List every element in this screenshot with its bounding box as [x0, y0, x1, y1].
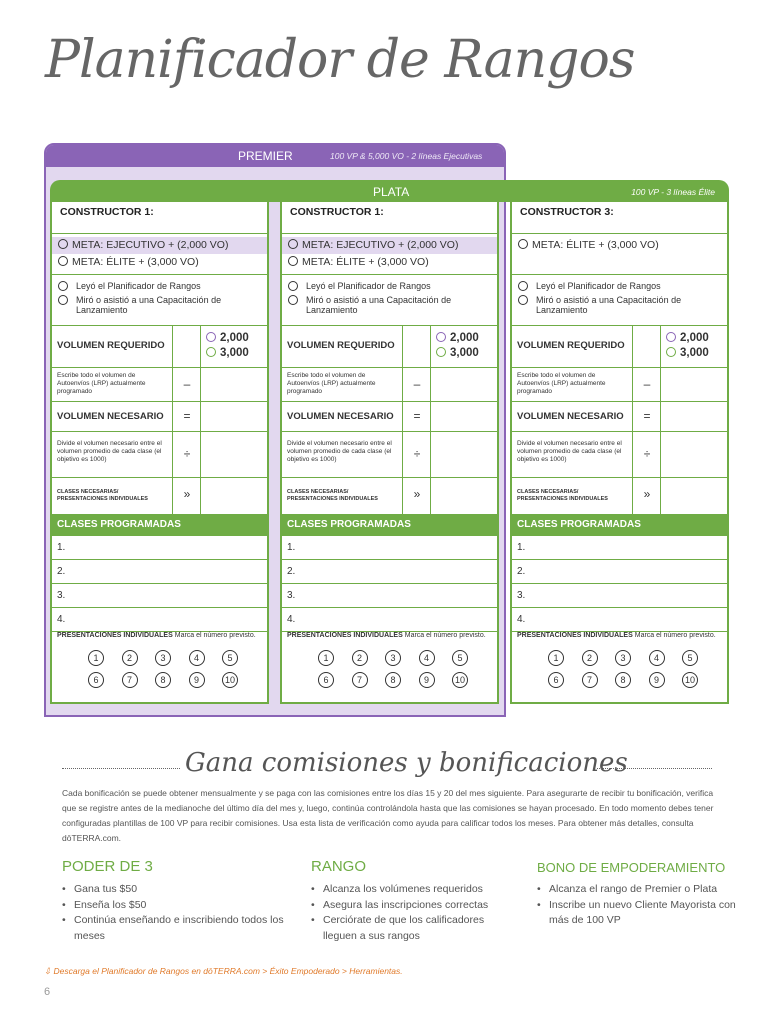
row-label: Escribe todo el volumen de Autoenvíos (LRP) actualmente programado	[517, 372, 606, 395]
autoenvios-row	[52, 368, 267, 402]
divide-row	[282, 432, 497, 478]
number-circle[interactable]: 4	[649, 650, 665, 666]
check-label: Leyó el Planificador de Rangos	[536, 281, 661, 291]
number-circle[interactable]: 2	[582, 650, 598, 666]
line-number: 3.	[517, 590, 526, 601]
number-circle[interactable]: 6	[88, 672, 104, 688]
number-circle[interactable]: 7	[122, 672, 138, 688]
radio-circle-icon	[666, 332, 676, 342]
radio-circle-icon	[58, 281, 68, 291]
radio-circle-icon	[58, 256, 68, 266]
radio-circle-icon	[666, 347, 676, 357]
premier-label: PREMIER	[238, 149, 293, 163]
number-circle[interactable]: 8	[385, 672, 401, 688]
row-label: CLASES NECESARIAS/ PRESENTACIONES INDIVIDUALES	[517, 489, 608, 502]
number-circle[interactable]: 5	[222, 650, 238, 666]
radio-circle-icon	[58, 239, 68, 249]
number-circle[interactable]: 8	[615, 672, 631, 688]
check-item[interactable]	[512, 281, 727, 291]
option-value: 2,000	[450, 332, 479, 344]
row-label: Divide el volumen necesario entre el volumen promedio de cada clase (el objetivo es 1000)	[517, 440, 622, 463]
dotted-rule-left	[62, 768, 180, 769]
number-circle[interactable]: 7	[582, 672, 598, 688]
list-item: • Cerciórate de que los calificadores lleguen a sus rangos	[311, 913, 511, 944]
row-label: VOLUMEN NECESARIO	[287, 411, 394, 422]
meta-option[interactable]	[512, 237, 727, 254]
class-line[interactable]	[282, 560, 497, 584]
line-number: 2.	[517, 566, 526, 577]
radio-circle-icon	[518, 239, 528, 249]
meta-label: META: EJECUTIVO + (2,000 VO)	[72, 239, 229, 251]
divide-sign: ÷	[413, 447, 421, 461]
number-circle[interactable]: 1	[548, 650, 564, 666]
number-circle[interactable]: 2	[122, 650, 138, 666]
rango-list	[311, 882, 511, 944]
section-title-bono: BONO DE EMPODERAMIENTO	[537, 860, 726, 875]
option-value: 3,000	[680, 347, 709, 359]
list-item: • Asegura las inscripciones correctas	[311, 898, 511, 914]
pi-note: Marca el número previsto.	[404, 632, 486, 639]
radio-circle-icon	[436, 332, 446, 342]
list-item: • Alcanza el rango de Premier o Plata	[537, 882, 737, 898]
download-note[interactable]	[44, 966, 403, 977]
number-circle[interactable]: 1	[88, 650, 104, 666]
radio-circle-icon	[58, 295, 68, 305]
number-row	[318, 672, 468, 688]
minus-sign: –	[643, 377, 651, 391]
list-item: • Enseña los $50	[62, 898, 292, 914]
check-label: Leyó el Planificador de Rangos	[306, 281, 431, 291]
line-number: 3.	[57, 590, 66, 601]
constructor-column	[510, 202, 729, 704]
number-circle[interactable]: 9	[649, 672, 665, 688]
constructor-column	[50, 202, 269, 704]
list-item: • Gana tus $50	[62, 882, 292, 898]
line-number: 2.	[287, 566, 296, 577]
number-circle[interactable]: 2	[352, 650, 368, 666]
option-value: 3,000	[220, 347, 249, 359]
radio-circle-icon	[206, 332, 216, 342]
volumen-requerido-row	[282, 326, 497, 368]
meta-option[interactable]	[282, 254, 497, 271]
line-number: 2.	[57, 566, 66, 577]
radio-circle-icon	[288, 256, 298, 266]
line-number: 4.	[287, 614, 296, 625]
volumen-necesario-row	[512, 402, 727, 432]
number-circle[interactable]: 3	[385, 650, 401, 666]
meta-label: META: ÉLITE + (3,000 VO)	[302, 256, 429, 268]
line-number: 1.	[287, 542, 296, 553]
radio-circle-icon	[518, 281, 528, 291]
minus-sign: –	[413, 377, 421, 391]
number-circle[interactable]: 5	[682, 650, 698, 666]
plata-requirements: 100 VP - 3 líneas Élite	[631, 187, 715, 197]
plata-label: PLATA	[373, 185, 410, 199]
download-icon: ⇩	[44, 966, 54, 976]
radio-circle-icon	[436, 347, 446, 357]
clases-necesarias-row	[52, 478, 267, 514]
volumen-requerido-row	[512, 326, 727, 368]
pi-title: PRESENTACIONES INDIVIDUALES	[57, 632, 173, 639]
meta-label: META: ÉLITE + (3,000 VO)	[532, 239, 659, 251]
download-text: Descarga el Planificador de Rangos en dōTERRA.com > Éxito Empoderado > Herramientas.	[53, 966, 403, 976]
class-line[interactable]	[282, 608, 497, 632]
volumen-necesario-row	[52, 402, 267, 432]
row-label: Divide el volumen necesario entre el volumen promedio de cada clase (el objetivo es 1000)	[57, 440, 162, 463]
meta-option[interactable]	[52, 237, 267, 254]
clases-programadas-header: CLASES PROGRAMADAS	[512, 514, 727, 536]
check-item[interactable]	[52, 281, 267, 291]
class-line[interactable]	[52, 608, 267, 632]
check-item[interactable]	[282, 295, 497, 315]
list-item: • Alcanza los volúmenes requeridos	[311, 882, 511, 898]
constructor-column	[280, 202, 499, 704]
list-item: • Inscribe un nuevo Cliente Mayorista con más de 100 VP	[537, 898, 737, 929]
class-line[interactable]	[512, 536, 727, 560]
meta-option[interactable]	[282, 237, 497, 254]
autoenvios-row	[282, 368, 497, 402]
check-label: Miró o asistió a una Capacitación de Lanzamiento	[76, 295, 222, 315]
checklist	[512, 275, 727, 326]
section-heading	[62, 748, 712, 782]
row-label: CLASES NECESARIAS/ PRESENTACIONES INDIVIDUALES	[57, 489, 148, 502]
section-title-poder: PODER DE 3	[62, 858, 153, 875]
meta-option[interactable]	[52, 254, 267, 271]
constructor-title: CONSTRUCTOR 3:	[520, 206, 614, 218]
option-value: 3,000	[450, 347, 479, 359]
equals-sign: =	[413, 409, 421, 423]
check-label: Miró o asistió a una Capacitación de Lanzamiento	[306, 295, 452, 315]
class-line[interactable]	[512, 608, 727, 632]
number-circle[interactable]: 3	[615, 650, 631, 666]
number-circle[interactable]: 10	[452, 672, 468, 688]
equals-sign: =	[183, 409, 191, 423]
row-label: Escribe todo el volumen de Autoenvíos (LRP) actualmente programado	[287, 372, 376, 395]
radio-circle-icon	[518, 295, 528, 305]
line-number: 3.	[287, 590, 296, 601]
class-line[interactable]	[52, 536, 267, 560]
class-line[interactable]	[512, 584, 727, 608]
number-row	[88, 650, 238, 666]
meta-section	[282, 234, 497, 275]
radio-circle-icon	[206, 347, 216, 357]
radio-circle-icon	[288, 239, 298, 249]
divide-row	[512, 432, 727, 478]
row-label: VOLUMEN NECESARIO	[57, 411, 164, 422]
class-line[interactable]	[512, 560, 727, 584]
intro-paragraph: Cada bonificación se puede obtener mensualmente y se paga con las comisiones entre los días 15 y 20 del mes siguiente. Para asegurarte de recibir tu bonificación, verifica que se registre antes de la medianoche del último día del mes y, luego, continúa controlándola hasta que las comisiones se hayan procesado. En todo momento debes tener configuradas plantillas de 100 VP para recibir comisiones. Usa esta lista de verificación como ayuda para calificar todos los meses. Para obtener más detalles, consulta dōTERRA.com.	[62, 788, 714, 843]
presentaciones-label	[287, 632, 486, 639]
divide-sign: ÷	[183, 447, 191, 461]
row-label: CLASES NECESARIAS/ PRESENTACIONES INDIVIDUALES	[287, 489, 378, 502]
line-number: 4.	[517, 614, 526, 625]
divide-row	[52, 432, 267, 478]
number-circle[interactable]: 4	[189, 650, 205, 666]
volumen-requerido-row	[52, 326, 267, 368]
clases-programadas-header: CLASES PROGRAMADAS	[282, 514, 497, 536]
constructor-title: CONSTRUCTOR 1:	[290, 206, 384, 218]
row-label: VOLUMEN REQUERIDO	[517, 340, 625, 351]
meta-label: META: EJECUTIVO + (2,000 VO)	[302, 239, 459, 251]
number-circle[interactable]: 10	[222, 672, 238, 688]
number-circle[interactable]: 7	[352, 672, 368, 688]
number-circle[interactable]: 10	[682, 672, 698, 688]
checklist	[282, 275, 497, 326]
class-line[interactable]	[282, 584, 497, 608]
presentaciones-label	[57, 632, 256, 639]
arrow-sign: »	[643, 487, 651, 501]
number-circle[interactable]: 3	[155, 650, 171, 666]
poder-list	[62, 882, 292, 944]
number-circle[interactable]: 5	[452, 650, 468, 666]
meta-section	[52, 234, 267, 275]
number-row	[548, 672, 698, 688]
number-circle[interactable]: 9	[189, 672, 205, 688]
number-circle[interactable]: 6	[318, 672, 334, 688]
volume-options[interactable]	[436, 331, 479, 361]
number-row	[318, 650, 468, 666]
minus-sign: –	[183, 377, 191, 391]
meta-section	[512, 234, 727, 275]
row-label: VOLUMEN REQUERIDO	[287, 340, 395, 351]
number-circle[interactable]: 4	[419, 650, 435, 666]
row-label: Divide el volumen necesario entre el volumen promedio de cada clase (el objetivo es 1000)	[287, 440, 392, 463]
number-circle[interactable]: 9	[419, 672, 435, 688]
autoenvios-row	[512, 368, 727, 402]
volume-options[interactable]	[206, 331, 249, 361]
check-label: Leyó el Planificador de Rangos	[76, 281, 201, 291]
constructor-header	[282, 202, 497, 234]
checklist	[52, 275, 267, 326]
clases-programadas-header: CLASES PROGRAMADAS	[52, 514, 267, 536]
equals-sign: =	[643, 409, 651, 423]
premier-bar	[46, 145, 504, 167]
constructor-header	[512, 202, 727, 234]
pi-title: PRESENTACIONES INDIVIDUALES	[517, 632, 633, 639]
premier-requirements: 100 VP & 5,000 VO - 2 líneas Ejecutivas	[330, 151, 483, 161]
volume-options[interactable]	[666, 331, 709, 361]
clases-necesarias-row	[282, 478, 497, 514]
constructor-title: CONSTRUCTOR 1:	[60, 206, 154, 218]
number-circle[interactable]: 6	[548, 672, 564, 688]
class-line[interactable]	[52, 560, 267, 584]
radio-circle-icon	[288, 295, 298, 305]
constructor-header	[52, 202, 267, 234]
page-number: 6	[44, 986, 51, 998]
number-circle[interactable]: 8	[155, 672, 171, 688]
check-item[interactable]	[512, 295, 727, 315]
option-value: 2,000	[220, 332, 249, 344]
pi-note: Marca el número previsto.	[174, 632, 256, 639]
check-item[interactable]	[52, 295, 267, 315]
pi-title: PRESENTACIONES INDIVIDUALES	[287, 632, 403, 639]
pi-note: Marca el número previsto.	[634, 632, 716, 639]
meta-label: META: ÉLITE + (3,000 VO)	[72, 256, 199, 268]
divide-sign: ÷	[643, 447, 651, 461]
number-row	[88, 672, 238, 688]
plata-bar	[50, 180, 729, 202]
page-title: Planificador de Rangos	[45, 30, 635, 90]
bono-list	[537, 882, 737, 929]
list-item: • Continúa enseñando e inscribiendo todos los meses	[62, 913, 292, 944]
arrow-sign: »	[413, 487, 421, 501]
line-number: 1.	[517, 542, 526, 553]
row-label: Escribe todo el volumen de Autoenvíos (LRP) actualmente programado	[57, 372, 146, 395]
line-number: 1.	[57, 542, 66, 553]
presentaciones-label	[517, 632, 716, 639]
dotted-rule-right	[597, 768, 712, 769]
clases-necesarias-row	[512, 478, 727, 514]
arrow-sign: »	[183, 487, 191, 501]
line-number: 4.	[57, 614, 66, 625]
check-item[interactable]	[282, 281, 497, 291]
number-circle[interactable]: 1	[318, 650, 334, 666]
row-label: VOLUMEN REQUERIDO	[57, 340, 165, 351]
class-line[interactable]	[52, 584, 267, 608]
section-title-rango: RANGO	[311, 858, 367, 875]
check-label: Miró o asistió a una Capacitación de Lanzamiento	[536, 295, 682, 315]
row-label: VOLUMEN NECESARIO	[517, 411, 624, 422]
radio-circle-icon	[288, 281, 298, 291]
class-line[interactable]	[282, 536, 497, 560]
number-row	[548, 650, 698, 666]
option-value: 2,000	[680, 332, 709, 344]
volumen-necesario-row	[282, 402, 497, 432]
bonus-heading: Gana comisiones y bonificaciones	[185, 748, 628, 778]
